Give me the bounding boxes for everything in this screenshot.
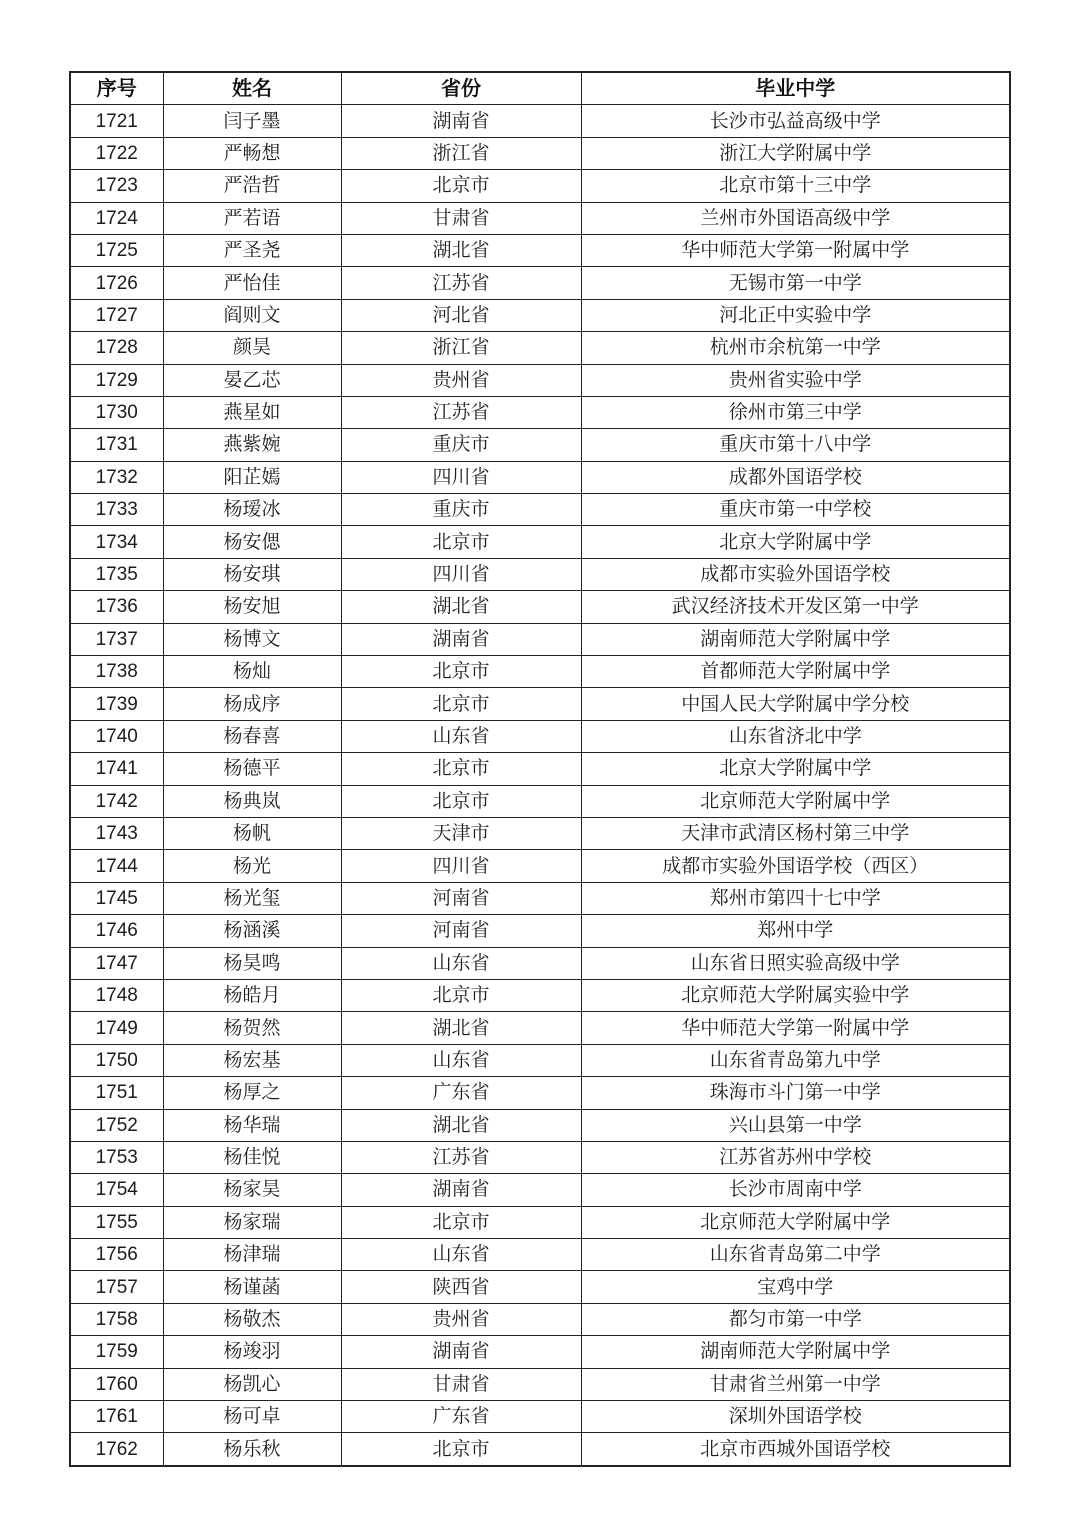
cell-school: 兴山县第一中学 [581,1109,1010,1141]
cell-name: 晏乙芯 [163,364,341,396]
cell-serial: 1735 [70,558,163,590]
cell-province: 江苏省 [341,396,581,428]
cell-serial: 1755 [70,1206,163,1238]
cell-serial: 1738 [70,656,163,688]
cell-province: 贵州省 [341,364,581,396]
cell-province: 陕西省 [341,1271,581,1303]
cell-name: 杨敬杰 [163,1303,341,1335]
cell-province: 甘肃省 [341,202,581,234]
cell-school: 宝鸡中学 [581,1271,1010,1303]
cell-name: 杨谨菡 [163,1271,341,1303]
cell-school: 武汉经济技术开发区第一中学 [581,591,1010,623]
cell-serial: 1746 [70,915,163,947]
cell-name: 杨春喜 [163,720,341,752]
table-row [70,623,1010,655]
cell-serial: 1748 [70,979,163,1011]
cell-serial: 1739 [70,688,163,720]
cell-school: 华中师范大学第一附属中学 [581,1012,1010,1044]
cell-name: 颜昊 [163,332,341,364]
cell-school: 郑州市第四十七中学 [581,882,1010,914]
cell-school: 无锡市第一中学 [581,267,1010,299]
cell-name: 杨涵溪 [163,915,341,947]
cell-name: 杨佳悦 [163,1141,341,1173]
header-serial: 序号 [70,72,163,105]
cell-school: 重庆市第十八中学 [581,429,1010,461]
header-name: 姓名 [163,72,341,105]
table-row [70,785,1010,817]
cell-name: 严怡佳 [163,267,341,299]
cell-serial: 1743 [70,817,163,849]
cell-school: 珠海市斗门第一中学 [581,1077,1010,1109]
table-row [70,461,1010,493]
cell-serial: 1759 [70,1336,163,1368]
cell-province: 河北省 [341,299,581,331]
table-header [70,72,1010,105]
cell-province: 重庆市 [341,429,581,461]
cell-name: 杨博文 [163,623,341,655]
cell-school: 湖南师范大学附属中学 [581,623,1010,655]
cell-serial: 1758 [70,1303,163,1335]
cell-province: 北京市 [341,753,581,785]
cell-province: 山东省 [341,1044,581,1076]
cell-school: 天津市武清区杨村第三中学 [581,817,1010,849]
cell-province: 山东省 [341,720,581,752]
cell-province: 浙江省 [341,137,581,169]
cell-name: 杨德平 [163,753,341,785]
header-school: 毕业中学 [581,72,1010,105]
table-row [70,1109,1010,1141]
cell-serial: 1732 [70,461,163,493]
cell-school: 山东省日照实验高级中学 [581,947,1010,979]
table-row [70,234,1010,266]
table-row [70,1077,1010,1109]
cell-province: 北京市 [341,1206,581,1238]
cell-province: 山东省 [341,1239,581,1271]
cell-serial: 1744 [70,850,163,882]
cell-province: 河南省 [341,915,581,947]
cell-name: 杨安偲 [163,526,341,558]
cell-province: 北京市 [341,785,581,817]
cell-serial: 1750 [70,1044,163,1076]
cell-name: 严若语 [163,202,341,234]
cell-school: 长沙市周南中学 [581,1174,1010,1206]
table-row [70,591,1010,623]
cell-province: 广东省 [341,1401,581,1433]
cell-name: 杨家瑞 [163,1206,341,1238]
cell-name: 杨成序 [163,688,341,720]
cell-province: 天津市 [341,817,581,849]
header-province: 省份 [341,72,581,105]
cell-name: 杨贺然 [163,1012,341,1044]
cell-name: 杨皓月 [163,979,341,1011]
table-row [70,170,1010,202]
cell-school: 浙江大学附属中学 [581,137,1010,169]
table-row [70,267,1010,299]
cell-province: 湖南省 [341,1336,581,1368]
cell-name: 杨安旭 [163,591,341,623]
cell-province: 北京市 [341,526,581,558]
table-row [70,882,1010,914]
cell-province: 江苏省 [341,1141,581,1173]
cell-school: 兰州市外国语高级中学 [581,202,1010,234]
cell-serial: 1756 [70,1239,163,1271]
cell-school: 中国人民大学附属中学分校 [581,688,1010,720]
cell-name: 杨灿 [163,656,341,688]
cell-school: 首都师范大学附属中学 [581,656,1010,688]
table-row [70,1206,1010,1238]
table-row [70,1012,1010,1044]
table-row [70,494,1010,526]
cell-serial: 1754 [70,1174,163,1206]
cell-school: 都匀市第一中学 [581,1303,1010,1335]
cell-school: 北京大学附属中学 [581,526,1010,558]
table-row [70,299,1010,331]
table-row [70,332,1010,364]
cell-school: 贵州省实验中学 [581,364,1010,396]
cell-school: 北京师范大学附属中学 [581,1206,1010,1238]
table-row [70,1368,1010,1400]
cell-name: 阎则文 [163,299,341,331]
table-row [70,1336,1010,1368]
cell-serial: 1728 [70,332,163,364]
cell-school: 甘肃省兰州第一中学 [581,1368,1010,1400]
cell-school: 江苏省苏州中学校 [581,1141,1010,1173]
cell-school: 山东省青岛第二中学 [581,1239,1010,1271]
cell-name: 杨安琪 [163,558,341,590]
cell-school: 北京师范大学附属实验中学 [581,979,1010,1011]
table-row [70,1239,1010,1271]
cell-province: 江苏省 [341,267,581,299]
cell-school: 山东省青岛第九中学 [581,1044,1010,1076]
cell-province: 四川省 [341,461,581,493]
cell-serial: 1731 [70,429,163,461]
cell-province: 湖北省 [341,1012,581,1044]
table-row [70,915,1010,947]
cell-province: 湖北省 [341,1109,581,1141]
cell-name: 杨宏基 [163,1044,341,1076]
cell-serial: 1749 [70,1012,163,1044]
cell-serial: 1721 [70,105,163,137]
cell-school: 北京师范大学附属中学 [581,785,1010,817]
cell-name: 杨帆 [163,817,341,849]
table-row [70,526,1010,558]
cell-province: 北京市 [341,656,581,688]
cell-province: 湖北省 [341,591,581,623]
cell-province: 重庆市 [341,494,581,526]
cell-school: 山东省济北中学 [581,720,1010,752]
cell-name: 阳芷嫣 [163,461,341,493]
cell-serial: 1740 [70,720,163,752]
cell-school: 重庆市第一中学校 [581,494,1010,526]
cell-name: 燕紫婉 [163,429,341,461]
cell-serial: 1734 [70,526,163,558]
student-table [69,71,1011,1467]
cell-name: 杨可卓 [163,1401,341,1433]
cell-serial: 1753 [70,1141,163,1173]
table-row [70,947,1010,979]
cell-serial: 1737 [70,623,163,655]
header-row [70,72,1010,105]
cell-serial: 1733 [70,494,163,526]
table-row [70,817,1010,849]
cell-province: 湖南省 [341,623,581,655]
table-row [70,1044,1010,1076]
cell-school: 华中师范大学第一附属中学 [581,234,1010,266]
cell-serial: 1726 [70,267,163,299]
cell-name: 杨家昊 [163,1174,341,1206]
cell-province: 四川省 [341,558,581,590]
cell-serial: 1751 [70,1077,163,1109]
cell-province: 广东省 [341,1077,581,1109]
table-row [70,364,1010,396]
cell-serial: 1730 [70,396,163,428]
table-row [70,1401,1010,1433]
cell-province: 湖南省 [341,1174,581,1206]
cell-serial: 1761 [70,1401,163,1433]
cell-name: 杨光玺 [163,882,341,914]
cell-serial: 1762 [70,1433,163,1466]
table-row [70,558,1010,590]
cell-school: 郑州中学 [581,915,1010,947]
cell-province: 北京市 [341,170,581,202]
cell-province: 湖南省 [341,105,581,137]
cell-name: 严圣尧 [163,234,341,266]
table-row [70,688,1010,720]
table-row [70,1303,1010,1335]
table-row [70,396,1010,428]
cell-province: 山东省 [341,947,581,979]
cell-province: 北京市 [341,979,581,1011]
cell-name: 杨乐秋 [163,1433,341,1466]
table-row [70,850,1010,882]
table-row [70,429,1010,461]
cell-school: 河北正中实验中学 [581,299,1010,331]
cell-serial: 1727 [70,299,163,331]
table-row [70,1141,1010,1173]
cell-serial: 1752 [70,1109,163,1141]
cell-school: 北京市西城外国语学校 [581,1433,1010,1466]
cell-name: 杨津瑞 [163,1239,341,1271]
table-row [70,1174,1010,1206]
table-row [70,105,1010,137]
cell-school: 成都市实验外国语学校 [581,558,1010,590]
cell-serial: 1757 [70,1271,163,1303]
cell-province: 北京市 [341,688,581,720]
cell-school: 成都外国语学校 [581,461,1010,493]
cell-province: 甘肃省 [341,1368,581,1400]
cell-serial: 1741 [70,753,163,785]
cell-serial: 1722 [70,137,163,169]
cell-province: 河南省 [341,882,581,914]
table-body [70,105,1010,1466]
cell-serial: 1724 [70,202,163,234]
cell-province: 浙江省 [341,332,581,364]
cell-province: 北京市 [341,1433,581,1466]
cell-serial: 1742 [70,785,163,817]
cell-school: 湖南师范大学附属中学 [581,1336,1010,1368]
table-row [70,753,1010,785]
cell-province: 贵州省 [341,1303,581,1335]
table-row [70,1433,1010,1466]
cell-name: 严畅想 [163,137,341,169]
cell-serial: 1736 [70,591,163,623]
table-row [70,656,1010,688]
cell-serial: 1760 [70,1368,163,1400]
cell-serial: 1723 [70,170,163,202]
cell-name: 杨光 [163,850,341,882]
cell-name: 杨华瑞 [163,1109,341,1141]
cell-name: 闫子墨 [163,105,341,137]
cell-province: 四川省 [341,850,581,882]
table-row [70,202,1010,234]
cell-province: 湖北省 [341,234,581,266]
table-row [70,979,1010,1011]
cell-serial: 1747 [70,947,163,979]
cell-name: 杨昊鸣 [163,947,341,979]
cell-school: 成都市实验外国语学校（西区） [581,850,1010,882]
cell-name: 杨厚之 [163,1077,341,1109]
cell-name: 杨竣羽 [163,1336,341,1368]
cell-school: 长沙市弘益高级中学 [581,105,1010,137]
cell-school: 徐州市第三中学 [581,396,1010,428]
cell-serial: 1729 [70,364,163,396]
cell-name: 杨凯心 [163,1368,341,1400]
table-row [70,137,1010,169]
table-row [70,1271,1010,1303]
cell-name: 严浩哲 [163,170,341,202]
cell-name: 杨瑷冰 [163,494,341,526]
cell-name: 杨典岚 [163,785,341,817]
cell-school: 北京市第十三中学 [581,170,1010,202]
cell-name: 燕星如 [163,396,341,428]
cell-school: 杭州市余杭第一中学 [581,332,1010,364]
cell-serial: 1745 [70,882,163,914]
table-row [70,720,1010,752]
cell-school: 北京大学附属中学 [581,753,1010,785]
cell-school: 深圳外国语学校 [581,1401,1010,1433]
cell-serial: 1725 [70,234,163,266]
